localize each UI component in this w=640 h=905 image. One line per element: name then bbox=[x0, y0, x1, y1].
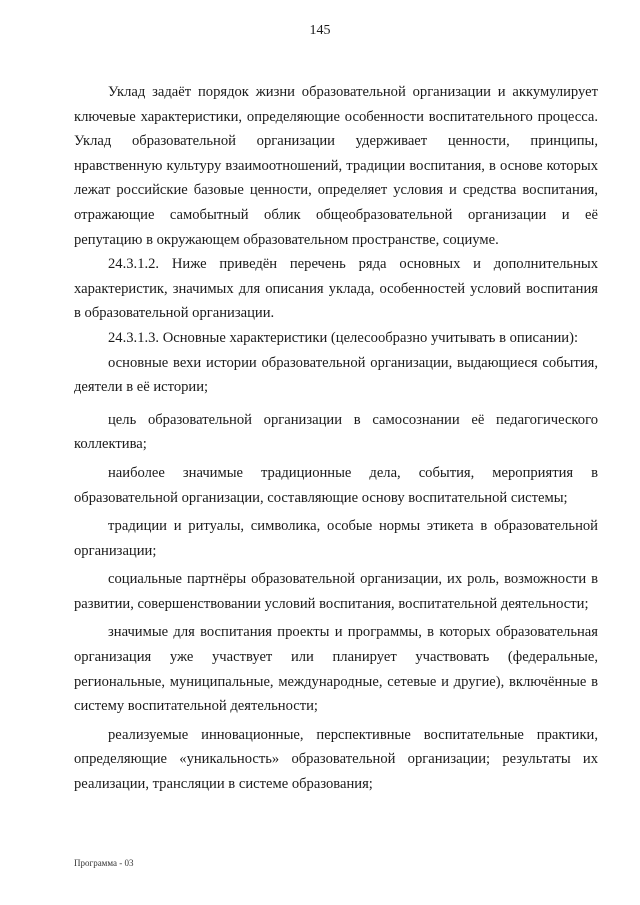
list-item: наиболее значимые традиционные дела, события, мероприятия в образовательной организации, составляющие основу воспитательной системы; bbox=[74, 464, 598, 506]
list-item: цель образовательной организации в самосознании её педагогического коллектива; bbox=[74, 411, 598, 453]
paragraph: 24.3.1.3. Основные характеристики (целесообразно учитывать в описании): bbox=[108, 329, 579, 346]
footer-label: Программа - 03 bbox=[74, 858, 134, 868]
document-body bbox=[74, 80, 598, 797]
page-number: 145 bbox=[309, 23, 331, 38]
list-item: основные вехи истории образовательной организации, выдающиеся события, деятели в её истории; bbox=[74, 354, 598, 396]
paragraph: 24.3.1.2. Ниже приведён перечень ряда основных и дополнительных характеристик, значимых для описания уклада, особенностей условий воспитания в образовательной организации. bbox=[74, 256, 598, 322]
list-item: реализуемые инновационные, перспективные воспитательные практики, определяющие «уникальность» образовательной организации; результаты их реализации, трансляции в системе образования; bbox=[74, 726, 598, 793]
list-item: значимые для воспитания проекты и программы, в которых образовательная организация уже участвует или планирует участвовать (федеральные, региональные, муниципальные, международные, сетевые и другие), включённые в систему воспитательной деятельности; bbox=[74, 624, 598, 715]
list-item: традиции и ритуалы, символика, особые нормы этикета в образовательной организации; bbox=[74, 518, 598, 559]
list-item: социальные партнёры образовательной организации, их роль, возможности в развитии, совершенствовании условий воспитания, воспитательной деятельности; bbox=[74, 571, 598, 612]
paragraph: Уклад задаёт порядок жизни образовательной организации и аккумулирует ключевые характеристики, определяющие особенности воспитательного процесса. Уклад образовательной организации удерживает ценности, принципы, нравственную культуру взаимоотношений, традиции воспитания, в основе которых лежат российские базовые ценности, определяет условия и средства воспитания, отражающие самобытный облик общеобразовательной организации и её репутацию в окружающем образовательном пространстве, социуме. bbox=[74, 84, 598, 248]
